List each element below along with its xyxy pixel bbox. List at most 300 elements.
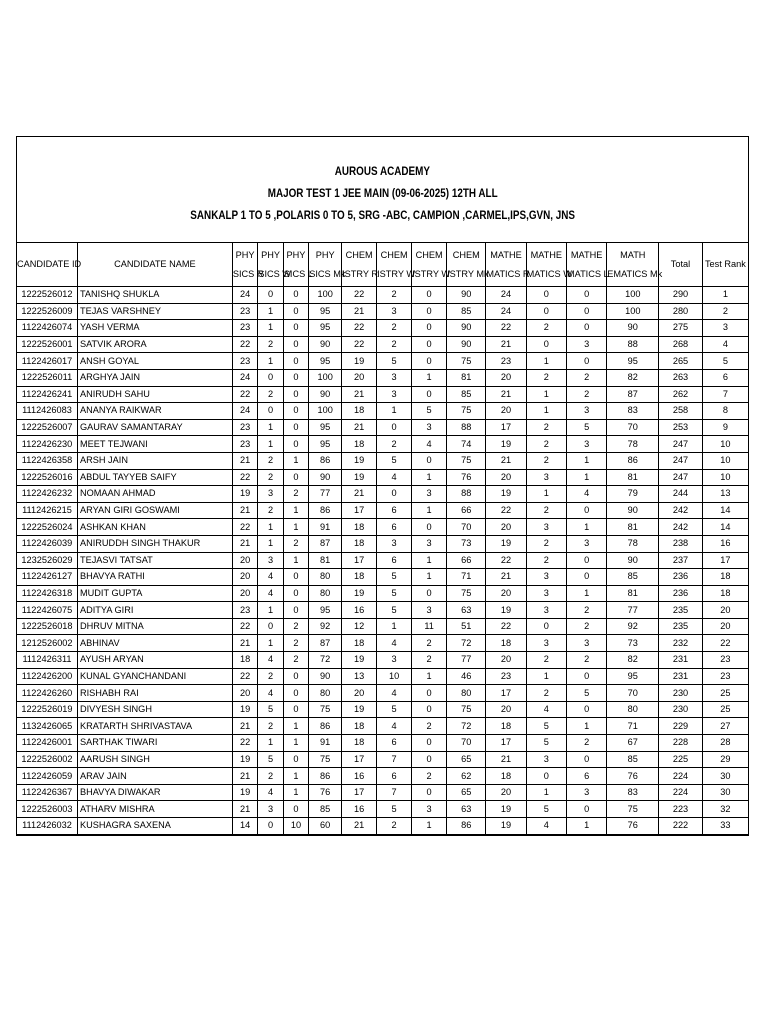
score-cell: 70 [447, 735, 486, 752]
score-cell: 6 [702, 369, 748, 386]
score-cell: 66 [447, 502, 486, 519]
score-cell: 3 [377, 652, 412, 669]
column-header-line2: SICS R [232, 268, 264, 279]
score-cell: 95 [309, 419, 342, 436]
score-cell: 2 [526, 535, 566, 552]
score-cell: 5 [412, 403, 447, 420]
candidate-id-cell: 1122426260 [17, 685, 77, 702]
score-cell: 81 [607, 585, 659, 602]
score-cell: 2 [566, 602, 606, 619]
score-cell: 80 [607, 701, 659, 718]
score-cell: 4 [526, 701, 566, 718]
score-cell: 92 [309, 618, 342, 635]
score-cell: 80 [309, 685, 342, 702]
score-cell: 2 [566, 369, 606, 386]
score-cell: 85 [447, 303, 486, 320]
score-cell: 2 [526, 369, 566, 386]
score-cell: 0 [258, 287, 283, 304]
score-cell: 81 [309, 552, 342, 569]
candidate-name-cell: DIVYESH SINGH [77, 701, 232, 718]
score-cell: 20 [486, 519, 526, 536]
score-cell: 0 [566, 353, 606, 370]
table-row [17, 287, 748, 304]
score-cell: 0 [566, 303, 606, 320]
column-header-line2: MATICS L [566, 268, 609, 279]
score-cell: 77 [309, 486, 342, 503]
score-cell: 81 [607, 469, 659, 486]
score-cell: 4 [702, 336, 748, 353]
candidate-name-cell: TEJASVI TATSAT [77, 552, 232, 569]
score-cell: 0 [566, 320, 606, 337]
score-cell: 3 [526, 569, 566, 586]
score-cell: 33 [702, 818, 748, 835]
score-cell: 0 [283, 287, 308, 304]
candidate-name-cell: DHRUV MITNA [77, 618, 232, 635]
candidate-name-cell: ADITYA GIRI [77, 602, 232, 619]
column-header [309, 243, 346, 287]
score-cell: 74 [447, 436, 486, 453]
score-cell: 3 [412, 801, 447, 818]
score-cell: 95 [607, 668, 659, 685]
column-header-line2: MATICS R [486, 268, 530, 279]
score-cell: 262 [659, 386, 702, 403]
score-cell: 21 [232, 535, 257, 552]
score-cell: 62 [447, 768, 486, 785]
column-header-line1: MATHE [570, 249, 603, 260]
score-cell: 0 [412, 751, 447, 768]
score-cell: 21 [232, 801, 257, 818]
score-cell: 87 [309, 635, 342, 652]
score-cell: 290 [659, 287, 702, 304]
score-cell: 13 [702, 486, 748, 503]
score-cell: 1 [526, 403, 566, 420]
table-row [17, 452, 748, 469]
score-cell: 86 [447, 818, 486, 835]
score-cell: 85 [607, 751, 659, 768]
score-cell: 13 [342, 668, 377, 685]
score-cell: 0 [566, 569, 606, 586]
candidate-name-cell: KRATARTH SHRIVASTAVA [77, 718, 232, 735]
score-cell: 0 [283, 353, 308, 370]
score-cell: 23 [232, 436, 257, 453]
score-cell: 1 [412, 502, 447, 519]
score-cell: 18 [702, 585, 748, 602]
score-cell: 0 [566, 801, 606, 818]
score-cell: 3 [377, 386, 412, 403]
score-cell: 75 [309, 701, 342, 718]
score-cell: 3 [377, 369, 412, 386]
score-cell: 2 [283, 652, 308, 669]
score-cell: 280 [659, 303, 702, 320]
score-cell: 14 [702, 519, 748, 536]
score-cell: 7 [377, 751, 412, 768]
column-header [342, 243, 377, 287]
score-cell: 85 [607, 569, 659, 586]
score-cell: 21 [342, 818, 377, 835]
score-cell: 3 [566, 635, 606, 652]
score-cell: 95 [309, 303, 342, 320]
score-cell: 18 [342, 718, 377, 735]
score-cell: 63 [447, 602, 486, 619]
column-header-line1: PHY [261, 249, 280, 260]
score-cell: 91 [309, 519, 342, 536]
score-cell: 75 [309, 751, 342, 768]
score-cell: 265 [659, 353, 702, 370]
score-cell: 19 [342, 701, 377, 718]
score-cell: 22 [232, 386, 257, 403]
column-header [258, 243, 291, 287]
score-cell: 0 [412, 784, 447, 801]
score-cell: 86 [309, 768, 342, 785]
score-cell: 0 [566, 502, 606, 519]
score-cell: 1 [526, 668, 566, 685]
score-cell: 0 [526, 287, 566, 304]
score-cell: 22 [486, 618, 526, 635]
score-cell: 86 [607, 452, 659, 469]
column-header-line1: MATH [620, 249, 646, 260]
score-cell: 253 [659, 419, 702, 436]
column-header [702, 243, 748, 287]
score-cell: 85 [447, 386, 486, 403]
score-cell: 76 [309, 784, 342, 801]
score-cell: 0 [283, 668, 308, 685]
score-cell: 1 [258, 519, 283, 536]
score-cell: 24 [486, 303, 526, 320]
table-row [17, 801, 748, 818]
score-cell: 242 [659, 502, 702, 519]
score-cell: 95 [607, 353, 659, 370]
table-row [17, 635, 748, 652]
score-cell: 1 [412, 668, 447, 685]
score-cell: 2 [258, 452, 283, 469]
score-cell: 3 [526, 602, 566, 619]
score-cell: 95 [309, 436, 342, 453]
score-cell: 18 [342, 635, 377, 652]
score-cell: 0 [526, 618, 566, 635]
score-cell: 70 [447, 519, 486, 536]
candidate-id-cell: 1222526002 [17, 751, 77, 768]
score-cell: 19 [486, 602, 526, 619]
score-cell: 87 [607, 386, 659, 403]
score-cell: 75 [447, 701, 486, 718]
score-cell: 5 [526, 801, 566, 818]
score-cell: 3 [377, 303, 412, 320]
sheet-header [17, 137, 748, 243]
candidate-name-cell: KUSHAGRA SAXENA [77, 818, 232, 835]
candidate-name-cell: SARTHAK TIWARI [77, 735, 232, 752]
score-cell: 247 [659, 469, 702, 486]
score-cell: 18 [342, 569, 377, 586]
candidate-id-cell: 1132426065 [17, 718, 77, 735]
score-cell: 236 [659, 585, 702, 602]
score-cell: 1 [566, 718, 606, 735]
column-header [377, 243, 416, 287]
candidate-name-cell: NOMAAN AHMAD [77, 486, 232, 503]
score-cell: 21 [232, 502, 257, 519]
column-header [486, 243, 530, 287]
score-cell: 3 [566, 535, 606, 552]
score-cell: 2 [377, 436, 412, 453]
table-row [17, 336, 748, 353]
score-cell: 95 [309, 602, 342, 619]
score-cell: 77 [447, 652, 486, 669]
table-row [17, 585, 748, 602]
score-cell: 22 [702, 635, 748, 652]
column-header [659, 243, 702, 287]
score-cell: 20 [486, 585, 526, 602]
score-cell: 87 [309, 535, 342, 552]
score-cell: 0 [283, 386, 308, 403]
score-cell: 75 [447, 353, 486, 370]
score-cell: 72 [309, 652, 342, 669]
score-cell: 0 [283, 336, 308, 353]
score-cell: 1 [258, 303, 283, 320]
score-cell: 20 [702, 618, 748, 635]
score-cell: 20 [486, 652, 526, 669]
score-cell: 5 [377, 701, 412, 718]
score-cell: 1 [258, 353, 283, 370]
score-cell: 81 [607, 519, 659, 536]
score-cell: 1 [566, 469, 606, 486]
score-cell: 22 [486, 320, 526, 337]
score-cell: 5 [377, 353, 412, 370]
score-cell: 75 [447, 403, 486, 420]
score-cell: 5 [377, 452, 412, 469]
candidate-name-cell: ARAV JAIN [77, 768, 232, 785]
score-cell: 70 [607, 419, 659, 436]
score-cell: 4 [258, 569, 283, 586]
score-cell: 88 [447, 486, 486, 503]
score-cell: 2 [526, 419, 566, 436]
score-cell: 1 [566, 818, 606, 835]
table-row [17, 552, 748, 569]
score-cell: 0 [283, 602, 308, 619]
score-cell: 95 [309, 320, 342, 337]
score-cell: 3 [702, 320, 748, 337]
score-cell: 5 [566, 685, 606, 702]
score-cell: 22 [232, 519, 257, 536]
score-cell: 73 [447, 535, 486, 552]
score-cell: 19 [342, 452, 377, 469]
score-cell: 6 [377, 768, 412, 785]
column-header [232, 243, 264, 287]
score-cell: 90 [309, 386, 342, 403]
score-cell: 5 [377, 801, 412, 818]
score-cell: 0 [258, 618, 283, 635]
score-cell: 78 [607, 436, 659, 453]
candidate-id-cell: 1222526016 [17, 469, 77, 486]
score-cell: 2 [566, 652, 606, 669]
score-cell: 10 [283, 818, 308, 835]
score-cell: 24 [232, 369, 257, 386]
score-cell: 0 [412, 452, 447, 469]
score-cell: 22 [232, 618, 257, 635]
score-cell: 6 [377, 502, 412, 519]
score-cell: 28 [702, 735, 748, 752]
score-cell: 10 [702, 436, 748, 453]
candidate-id-cell: 1112426311 [17, 652, 77, 669]
score-cell: 222 [659, 818, 702, 835]
score-cell: 263 [659, 369, 702, 386]
score-cell: 2 [377, 336, 412, 353]
score-cell: 237 [659, 552, 702, 569]
column-header-line1: Test Rank [704, 259, 746, 269]
score-cell: 0 [283, 569, 308, 586]
score-cell: 229 [659, 718, 702, 735]
score-cell: 1 [258, 419, 283, 436]
table-row [17, 751, 748, 768]
score-cell: 83 [607, 403, 659, 420]
candidate-name-cell: TANISHQ SHUKLA [77, 287, 232, 304]
score-cell: 21 [232, 452, 257, 469]
score-cell: 2 [526, 320, 566, 337]
score-cell: 27 [702, 718, 748, 735]
score-cell: 21 [486, 336, 526, 353]
score-cell: 1 [377, 403, 412, 420]
column-header-line1: CANDIDATE ID [17, 259, 82, 269]
score-cell: 3 [526, 635, 566, 652]
table-row [17, 419, 748, 436]
table-row [17, 668, 748, 685]
score-cell: 14 [232, 818, 257, 835]
score-cell: 21 [486, 386, 526, 403]
score-cell: 2 [283, 486, 308, 503]
candidate-name-cell: ARGHYA JAIN [77, 369, 232, 386]
score-cell: 82 [607, 369, 659, 386]
score-cell: 5 [258, 751, 283, 768]
score-cell: 7 [377, 784, 412, 801]
table-row [17, 469, 748, 486]
score-cell: 22 [486, 502, 526, 519]
score-cell: 1 [258, 635, 283, 652]
score-cell: 90 [309, 469, 342, 486]
score-cell: 22 [232, 469, 257, 486]
score-cell: 19 [486, 818, 526, 835]
score-cell: 258 [659, 403, 702, 420]
score-cell: 71 [607, 718, 659, 735]
score-cell: 21 [486, 751, 526, 768]
candidate-id-cell: 1122426059 [17, 768, 77, 785]
score-cell: 2 [526, 552, 566, 569]
score-cell: 23 [232, 320, 257, 337]
score-cell: 230 [659, 685, 702, 702]
score-cell: 5 [377, 602, 412, 619]
score-cell: 0 [283, 436, 308, 453]
score-cell: 19 [232, 701, 257, 718]
score-cell: 20 [486, 403, 526, 420]
score-cell: 2 [377, 818, 412, 835]
score-cell: 231 [659, 652, 702, 669]
score-cell: 0 [412, 585, 447, 602]
score-cell: 16 [342, 602, 377, 619]
table-row [17, 386, 748, 403]
score-cell: 235 [659, 618, 702, 635]
score-cell: 0 [412, 320, 447, 337]
table-header [17, 243, 748, 287]
score-cell: 4 [377, 718, 412, 735]
score-cell: 5 [526, 735, 566, 752]
score-cell: 3 [412, 602, 447, 619]
candidate-id-cell: 1122426232 [17, 486, 77, 503]
score-cell: 32 [702, 801, 748, 818]
candidate-id-cell: 1222526018 [17, 618, 77, 635]
score-cell: 86 [309, 502, 342, 519]
score-cell: 65 [447, 751, 486, 768]
candidate-id-cell: 1222526007 [17, 419, 77, 436]
score-cell: 83 [607, 784, 659, 801]
score-cell: 76 [447, 469, 486, 486]
score-cell: 3 [377, 535, 412, 552]
score-cell: 66 [447, 552, 486, 569]
score-cell: 4 [258, 685, 283, 702]
score-cell: 24 [232, 403, 257, 420]
score-cell: 70 [607, 685, 659, 702]
score-cell: 1 [283, 452, 308, 469]
score-cell: 67 [607, 735, 659, 752]
score-cell: 2 [526, 502, 566, 519]
score-cell: 5 [377, 585, 412, 602]
candidate-name-cell: ASHKAN KHAN [77, 519, 232, 536]
score-cell: 23 [702, 668, 748, 685]
column-header [283, 243, 313, 287]
batch-list: SANKALP 1 TO 5 ,POLARIS 0 TO 5, SRG -ABC, CAMPION ,CARMEL,IPS,GVN, JNS [190, 210, 575, 222]
candidate-name-cell: RISHABH RAI [77, 685, 232, 702]
table-row [17, 735, 748, 752]
score-cell: 0 [283, 801, 308, 818]
candidate-name-cell: ABHINAV [77, 635, 232, 652]
score-cell: 0 [412, 701, 447, 718]
score-cell: 90 [309, 336, 342, 353]
score-cell: 247 [659, 452, 702, 469]
table-row [17, 353, 748, 370]
score-cell: 2 [566, 386, 606, 403]
table-body [17, 287, 748, 835]
score-cell: 8 [702, 403, 748, 420]
score-cell: 2 [258, 768, 283, 785]
candidate-name-cell: ANANYA RAIKWAR [77, 403, 232, 420]
score-cell: 23 [232, 353, 257, 370]
candidate-id-cell: 1222526009 [17, 303, 77, 320]
score-cell: 224 [659, 768, 702, 785]
score-cell: 2 [412, 718, 447, 735]
score-cell: 51 [447, 618, 486, 635]
score-cell: 2 [526, 436, 566, 453]
table-row [17, 618, 748, 635]
score-cell: 0 [258, 818, 283, 835]
candidate-name-cell: GAURAV SAMANTARAY [77, 419, 232, 436]
score-cell: 2 [258, 718, 283, 735]
table-row [17, 768, 748, 785]
score-cell: 0 [412, 685, 447, 702]
score-cell: 1 [283, 784, 308, 801]
score-cell: 224 [659, 784, 702, 801]
score-cell: 223 [659, 801, 702, 818]
score-cell: 0 [412, 519, 447, 536]
score-cell: 22 [342, 336, 377, 353]
column-header-line2: ISTRY W [412, 268, 451, 279]
score-cell: 244 [659, 486, 702, 503]
score-cell: 23 [702, 652, 748, 669]
score-cell: 25 [702, 701, 748, 718]
candidate-name-cell: YASH VERMA [77, 320, 232, 337]
score-cell: 90 [607, 502, 659, 519]
column-header-line1: Total [670, 259, 691, 269]
column-header [77, 243, 232, 287]
score-cell: 0 [283, 469, 308, 486]
score-cell: 2 [566, 735, 606, 752]
score-cell: 19 [486, 535, 526, 552]
score-cell: 14 [702, 502, 748, 519]
